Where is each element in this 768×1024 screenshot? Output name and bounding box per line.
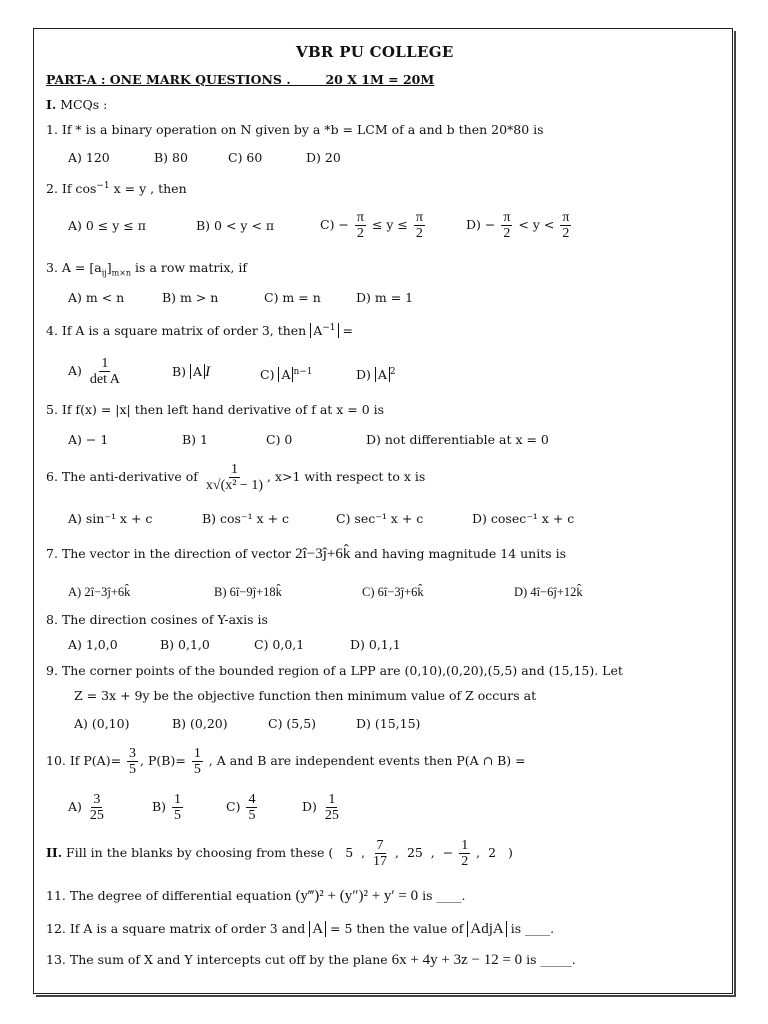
q2-d-frac-1: $\frac{\pi}{2}$ <box>503 210 511 241</box>
question-10 <box>46 746 526 777</box>
q7-option-d: D) 4î−6ĵ+12k̂ <box>514 585 583 599</box>
q10-option-d: D) $\frac{1}{25}$ <box>302 792 339 823</box>
section-2-mid: , 25 , − <box>395 845 454 860</box>
q2-option-a: A) 0 ≤ y ≤ π <box>68 218 146 233</box>
q4-option-a: A) $\frac{1}{\text{det A}}$ <box>68 356 120 387</box>
q6-option-d: D) cosec⁻¹ x + c <box>472 511 575 526</box>
q12-abs-adja: AdjA <box>467 921 506 937</box>
section-2-frac-1: $\frac{7}{17}$ <box>373 838 388 869</box>
section-2-text: Fill in the blanks by choosing from these ( 5 , <box>66 845 366 860</box>
q3-option-d: D) m = 1 <box>356 290 414 305</box>
q2-text-pre: 2. If cos <box>46 181 97 197</box>
q7-text-post: and having magnitude 14 units is <box>354 546 567 561</box>
q10-option-a: A) $\frac{3}{25}$ <box>68 792 104 823</box>
question-12 <box>46 921 554 937</box>
q6-fraction: $\frac{1}{\text{x√(x² − 1)}}$ <box>205 462 263 493</box>
question-3: 3. $A = [a_{ij}]_{m\times n}$ is a row matrix, if <box>46 260 247 278</box>
question-11 <box>46 888 466 904</box>
q12-text-post: is ____. <box>506 921 555 936</box>
q8-option-a: A) 1,0,0 <box>68 637 118 652</box>
q9-option-b: B) (0,20) <box>172 716 228 731</box>
question-6 <box>46 462 425 493</box>
q10-pb-frac: $\frac{1}{5}$ <box>193 746 201 777</box>
q12-abs-a: A <box>309 921 326 937</box>
q2-text-post: x = y , then <box>109 181 187 197</box>
q2-option-c <box>320 210 427 241</box>
q13-text-post: is _____. <box>522 952 576 967</box>
q10-option-c: C) $\frac{4}{5}$ <box>226 792 256 823</box>
q3-text-post: is a row matrix, if <box>131 260 247 275</box>
q9-option-d: D) (15,15) <box>356 716 421 731</box>
q5-option-b: B) 1 <box>182 432 208 447</box>
q9-option-c: C) (5,5) <box>268 716 317 731</box>
section-2-number: II. <box>46 845 63 860</box>
q12-text-pre: 12. If A is a square matrix of order 3 and <box>46 921 306 936</box>
q3-option-a: A) m < n <box>68 290 125 305</box>
part-header: PART-A : ONE MARK QUESTIONS . 20 X 1M = 20M <box>46 72 435 87</box>
section-2-heading <box>46 838 513 869</box>
q5-option-c: C) 0 <box>266 432 293 447</box>
college-title: VBR PU COLLEGE <box>296 43 454 61</box>
q11-text-pre: 11. The degree of differential equation <box>46 888 292 903</box>
q4-option-d: D) A $^2$ <box>356 367 396 383</box>
section-1-heading <box>46 97 107 113</box>
q7-option-b: B) 6î−9ĵ+18k̂ <box>214 585 282 599</box>
q6-option-c: C) sec⁻¹ x + c <box>336 511 424 526</box>
q10-text-mid: , P(B)= <box>140 753 186 768</box>
q3-option-c: C) m = n <box>264 290 321 305</box>
q2-c-mid: ≤ y ≤ <box>371 217 408 232</box>
q2-d-frac-2: $\frac{\pi}{2}$ <box>562 210 570 241</box>
q5-option-a: A) − 1 <box>68 432 109 447</box>
q6-option-a: A) sin⁻¹ x + c <box>68 511 153 526</box>
q2-c-frac-1: $\frac{\pi}{2}$ <box>356 210 364 241</box>
question-1: 1. If * is a binary operation on N given by a *b = LCM of a and b then 20*80 is <box>46 122 544 137</box>
q3-option-b: B) m > n <box>162 290 219 305</box>
section-2-end: , 2 ) <box>476 845 513 860</box>
question-2: 2. If $\cos^{-1} x = y$ , then <box>46 181 187 197</box>
q9-option-a: A) (0,10) <box>74 716 130 731</box>
section-1-number: I. <box>46 97 57 112</box>
q4-option-b: B) A I <box>172 364 211 380</box>
q6-text-pre: 6. The anti-derivative of <box>46 469 198 484</box>
q1-option-b: B) 80 <box>154 150 188 165</box>
question-9-line-2: Z = 3x + 9y be the objective function then minimum value of Z occurs at <box>74 688 537 703</box>
section-2-frac-2: $\frac{1}{2}$ <box>461 838 469 869</box>
q11-equation: (y‴)² + (y″)² + y′ = 0 <box>295 888 419 904</box>
q13-text-pre: 13. The sum of X and Y intercepts cut off by the plane <box>46 952 388 967</box>
q10-option-b: B) $\frac{1}{5}$ <box>152 792 182 823</box>
q2-c-prefix: C) − <box>320 217 349 232</box>
q2-option-b: B) 0 < y < π <box>196 218 275 233</box>
q4-option-c: C) A $^{n-1}$ <box>260 367 313 383</box>
q6-option-b: B) cos⁻¹ x + c <box>202 511 290 526</box>
q11-text-post: is ____. <box>418 888 466 903</box>
q1-option-c: C) 60 <box>228 150 263 165</box>
q7-vector: 2î−3ĵ+6k̂ <box>295 546 351 562</box>
question-8: 8. The direction cosines of Y-axis is <box>46 612 268 627</box>
q2-c-frac-2: $\frac{\pi}{2}$ <box>415 210 423 241</box>
q4-abs-expr: $A^{-1}$ <box>310 323 338 338</box>
q1-option-d: D) 20 <box>306 150 341 165</box>
question-4: 4. If A is a square matrix of order 3, then $A^{-1}$ = <box>46 323 353 339</box>
q5-option-d: D) not differentiable at x = 0 <box>366 432 549 447</box>
q2-d-prefix: D) − <box>466 217 496 232</box>
q8-option-d: D) 0,1,1 <box>350 637 401 652</box>
q4-text: 4. If A is a square matrix of order 3, then <box>46 323 307 339</box>
q3-text-pre: 3. A = [a <box>46 260 102 275</box>
question-5: 5. If f(x) = |x| then left hand derivative of f at x = 0 is <box>46 402 385 417</box>
question-7 <box>46 546 566 562</box>
question-13 <box>46 952 576 968</box>
q8-option-c: C) 0,0,1 <box>254 637 305 652</box>
q10-pa-frac: $\frac{3}{5}$ <box>129 746 137 777</box>
q1-option-a: A) 120 <box>68 150 110 165</box>
question-9-line-1: 9. The corner points of the bounded region of a LPP are (0,10),(0,20),(5,5) and (15,15). Let <box>46 663 623 678</box>
q10-text-post: , A and B are independent events then P(A ∩ B) = <box>208 753 526 768</box>
section-1-title: MCQs : <box>60 97 108 112</box>
q10-text-pre: 10. If P(A)= <box>46 753 122 768</box>
q7-option-c: C) 6î−3ĵ+6k̂ <box>362 585 424 599</box>
q7-option-a: A) 2î−3ĵ+6k̂ <box>68 585 131 599</box>
q8-option-b: B) 0,1,0 <box>160 637 210 652</box>
q7-text-pre: 7. The vector in the direction of vector <box>46 546 292 561</box>
q12-text-mid: = 5 then the value of <box>330 921 464 936</box>
q2-d-mid: < y < <box>518 217 555 232</box>
q13-equation: 6x + 4y + 3z − 12 = 0 <box>391 952 523 968</box>
q6-text-post: , x>1 with respect to x is <box>267 469 426 484</box>
q2-option-d <box>466 210 573 241</box>
